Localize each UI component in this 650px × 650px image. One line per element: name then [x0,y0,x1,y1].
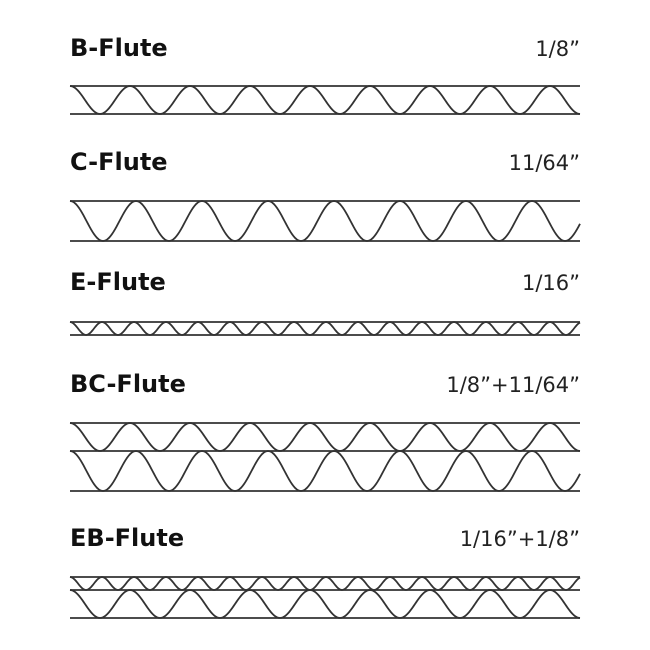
flute-title-bc: BC-Flute [70,370,186,398]
flute-title-b: B-Flute [70,34,168,62]
flute-size-b: 1/8” [535,37,580,61]
bc-flute-medium-1 [70,423,580,451]
flute-size-bc: 1/8”+11/64” [446,373,580,397]
flute-title-eb: EB-Flute [70,524,185,552]
bc-flute-medium-2 [70,451,580,491]
flute-size-eb: 1/16”+1/8” [459,527,580,551]
flute-title-c: C-Flute [70,148,168,176]
eb-flute-medium-2 [70,590,580,618]
c-flute-medium-1 [70,201,580,241]
flute-size-e: 1/16” [521,271,580,295]
flute-title-e: E-Flute [70,268,166,296]
e-flute-medium-1 [70,322,580,335]
eb-flute-medium-1 [70,577,580,590]
b-flute-medium-1 [70,86,580,114]
flute-size-c: 11/64” [508,151,580,175]
